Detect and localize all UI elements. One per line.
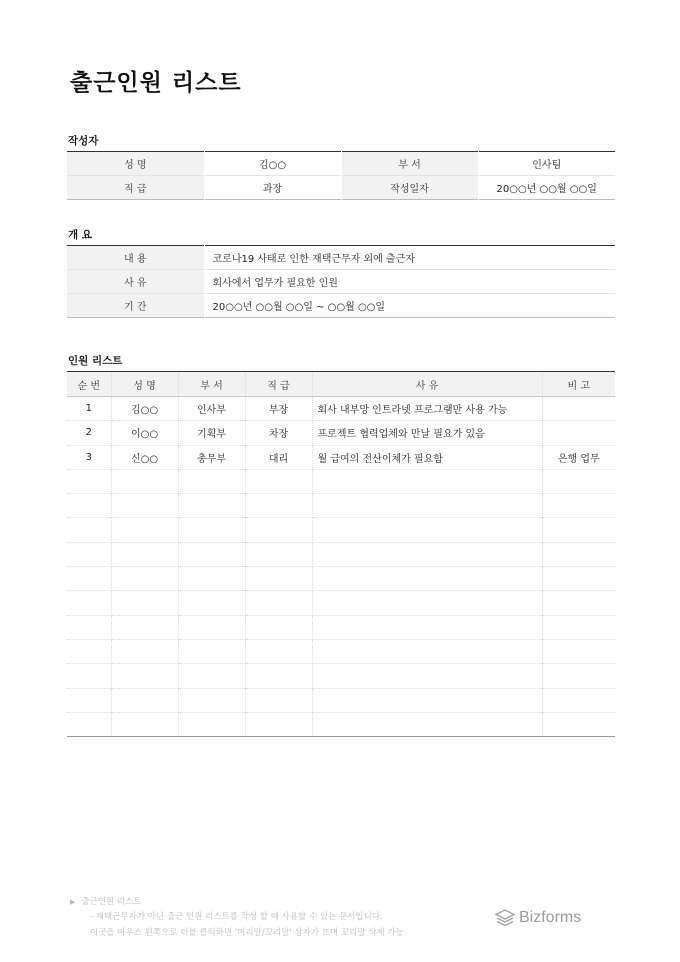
cell-reason[interactable]: 월 급여의 전산이체가 필요함 xyxy=(312,445,542,469)
cell-number[interactable] xyxy=(67,591,111,615)
cell-rank[interactable] xyxy=(245,469,312,493)
cell-name[interactable] xyxy=(111,639,178,663)
cell-reason[interactable]: 프로젝트 협력업체와 만날 필요가 있음 xyxy=(312,421,542,445)
cell-department[interactable] xyxy=(178,615,245,639)
cell-number[interactable] xyxy=(67,712,111,736)
table-row xyxy=(67,639,615,663)
cell-rank[interactable] xyxy=(245,567,312,591)
table-row xyxy=(67,712,615,736)
cell-name[interactable] xyxy=(111,664,178,688)
cell-reason[interactable] xyxy=(312,664,542,688)
cell-number[interactable] xyxy=(67,664,111,688)
cell-note[interactable] xyxy=(542,567,615,591)
cell-department[interactable] xyxy=(178,712,245,736)
footer-line-1: - 재택근무자가 아닌 출근 인원 리스트를 작성 할 때 사용할 수 있는 문서입니다. xyxy=(90,912,383,922)
content-label: 내 용 xyxy=(67,246,204,270)
content-value[interactable]: 코로나19 사태로 인한 재택근무자 외에 출근자 xyxy=(204,246,615,270)
reason-value[interactable]: 회사에서 업무가 필요한 인원 xyxy=(204,270,615,294)
bizforms-logo xyxy=(495,909,581,927)
table-row xyxy=(67,469,615,493)
cell-reason[interactable] xyxy=(312,494,542,518)
triangle-bullet-icon: ▶ xyxy=(70,898,76,906)
header-rank: 직 급 xyxy=(245,372,312,397)
rank-label: 직 급 xyxy=(67,176,204,200)
cell-note[interactable] xyxy=(542,639,615,663)
department-label: 부 서 xyxy=(341,152,478,176)
cell-reason[interactable] xyxy=(312,712,542,736)
cell-reason[interactable] xyxy=(312,542,542,566)
cell-number[interactable] xyxy=(67,688,111,712)
cell-department[interactable] xyxy=(178,518,245,542)
cell-name[interactable]: 이○○ xyxy=(111,421,178,445)
cell-number[interactable] xyxy=(67,639,111,663)
header-note: 비 고 xyxy=(542,372,615,397)
cell-department[interactable] xyxy=(178,494,245,518)
cell-rank[interactable]: 차장 xyxy=(245,421,312,445)
cell-note[interactable] xyxy=(542,494,615,518)
cell-rank[interactable] xyxy=(245,494,312,518)
reason-label: 사 유 xyxy=(67,270,204,294)
cell-reason[interactable] xyxy=(312,591,542,615)
cell-department[interactable] xyxy=(178,664,245,688)
footer-title xyxy=(70,895,142,907)
cell-reason[interactable] xyxy=(312,688,542,712)
name-label: 성 명 xyxy=(67,152,204,176)
cell-note[interactable] xyxy=(542,518,615,542)
cell-department[interactable] xyxy=(178,542,245,566)
cell-name[interactable] xyxy=(111,591,178,615)
cell-number[interactable] xyxy=(67,615,111,639)
cell-name[interactable] xyxy=(111,567,178,591)
cell-department[interactable] xyxy=(178,688,245,712)
header-reason: 사 유 xyxy=(312,372,542,397)
cell-note[interactable] xyxy=(542,469,615,493)
cell-name[interactable]: 김○○ xyxy=(111,397,178,421)
cell-name[interactable] xyxy=(111,688,178,712)
cell-note[interactable] xyxy=(542,542,615,566)
cell-number[interactable] xyxy=(67,494,111,518)
table-row xyxy=(67,421,615,445)
writer-table xyxy=(67,151,615,200)
header-name: 성 명 xyxy=(111,372,178,397)
overview-row xyxy=(67,270,615,294)
table-row xyxy=(67,445,615,469)
overview-section-label: 개 요 xyxy=(68,229,92,241)
writer-row xyxy=(67,176,615,200)
cell-rank[interactable] xyxy=(245,615,312,639)
cell-number[interactable]: 2 xyxy=(67,421,111,445)
cell-rank[interactable] xyxy=(245,542,312,566)
cell-note[interactable] xyxy=(542,591,615,615)
cell-reason[interactable]: 회사 내부망 인트라넷 프로그램만 사용 가능 xyxy=(312,397,542,421)
table-row xyxy=(67,664,615,688)
cell-name[interactable] xyxy=(111,712,178,736)
cell-department[interactable]: 총무부 xyxy=(178,445,245,469)
overview-table xyxy=(67,245,615,318)
department-value[interactable]: 인사팀 xyxy=(478,152,615,176)
logo-text: Bizforms xyxy=(519,909,582,926)
cell-rank[interactable] xyxy=(245,639,312,663)
cell-number[interactable] xyxy=(67,567,111,591)
cell-note[interactable] xyxy=(542,421,615,445)
overview-row xyxy=(67,246,615,270)
table-row xyxy=(67,615,615,639)
cell-department[interactable] xyxy=(178,567,245,591)
cell-department[interactable] xyxy=(178,639,245,663)
cell-reason[interactable] xyxy=(312,518,542,542)
cell-note[interactable]: 은행 업무 xyxy=(542,445,615,469)
name-value[interactable]: 김○○ xyxy=(204,152,341,176)
table-row xyxy=(67,591,615,615)
cell-rank[interactable] xyxy=(245,518,312,542)
table-row xyxy=(67,397,615,421)
cell-name[interactable] xyxy=(111,494,178,518)
cell-name[interactable] xyxy=(111,469,178,493)
list-header-row xyxy=(67,372,615,397)
cell-note[interactable] xyxy=(542,712,615,736)
cell-number[interactable] xyxy=(67,469,111,493)
cell-name[interactable] xyxy=(111,518,178,542)
table-row xyxy=(67,542,615,566)
cell-note[interactable] xyxy=(542,688,615,712)
writer-section-label: 작성자 xyxy=(68,135,99,147)
cell-rank[interactable] xyxy=(245,664,312,688)
cell-department[interactable] xyxy=(178,591,245,615)
cell-name[interactable] xyxy=(111,615,178,639)
cell-number[interactable]: 1 xyxy=(85,403,92,415)
cell-number[interactable] xyxy=(67,518,111,542)
cell-note[interactable] xyxy=(542,664,615,688)
footer-title-text: 출근인원 리스트 xyxy=(81,897,142,907)
cell-reason[interactable] xyxy=(312,567,542,591)
period-label: 기 간 xyxy=(67,294,204,318)
rank-value[interactable]: 과장 xyxy=(204,176,341,200)
header-department: 부 서 xyxy=(178,372,245,397)
cell-rank[interactable] xyxy=(245,688,312,712)
staff-list-table xyxy=(67,371,615,737)
cell-reason[interactable] xyxy=(312,639,542,663)
date-value[interactable]: 20○○년 ○○월 ○○일 xyxy=(478,176,615,200)
list-section-label: 인원 리스트 xyxy=(68,355,123,367)
cell-rank[interactable] xyxy=(245,591,312,615)
cell-reason[interactable] xyxy=(312,469,542,493)
table-row xyxy=(67,688,615,712)
period-value[interactable]: 20○○년 ○○월 ○○일 ~ ○○월 ○○일 xyxy=(204,294,615,318)
cell-rank[interactable]: 부장 xyxy=(245,397,312,421)
writer-row xyxy=(67,152,615,176)
table-row xyxy=(67,567,615,591)
cell-number[interactable] xyxy=(67,542,111,566)
footer-line-2: 이곳을 마우스 왼쪽으로 더블 클릭하면 '머리말/꼬리말' 상자가 뜨며 꼬리말 삭제 가능 xyxy=(90,928,404,938)
overview-row xyxy=(67,294,615,318)
cell-department[interactable]: 인사부 xyxy=(178,397,245,421)
bizforms-layers-icon xyxy=(495,909,515,927)
cell-name[interactable] xyxy=(111,542,178,566)
cell-reason[interactable] xyxy=(312,615,542,639)
cell-department[interactable] xyxy=(178,469,245,493)
cell-name[interactable]: 신○○ xyxy=(111,445,178,469)
header-number: 순 번 xyxy=(67,372,111,397)
cell-rank[interactable]: 대리 xyxy=(245,445,312,469)
cell-department[interactable]: 기획부 xyxy=(178,421,245,445)
table-row xyxy=(67,518,615,542)
cell-rank[interactable] xyxy=(245,712,312,736)
cell-note[interactable] xyxy=(542,615,615,639)
date-label: 작성일자 xyxy=(341,176,478,200)
page-title: 출근인원 리스트 xyxy=(70,70,242,96)
table-row xyxy=(67,494,615,518)
cell-number[interactable]: 3 xyxy=(67,445,111,469)
cell-note[interactable] xyxy=(542,397,615,421)
